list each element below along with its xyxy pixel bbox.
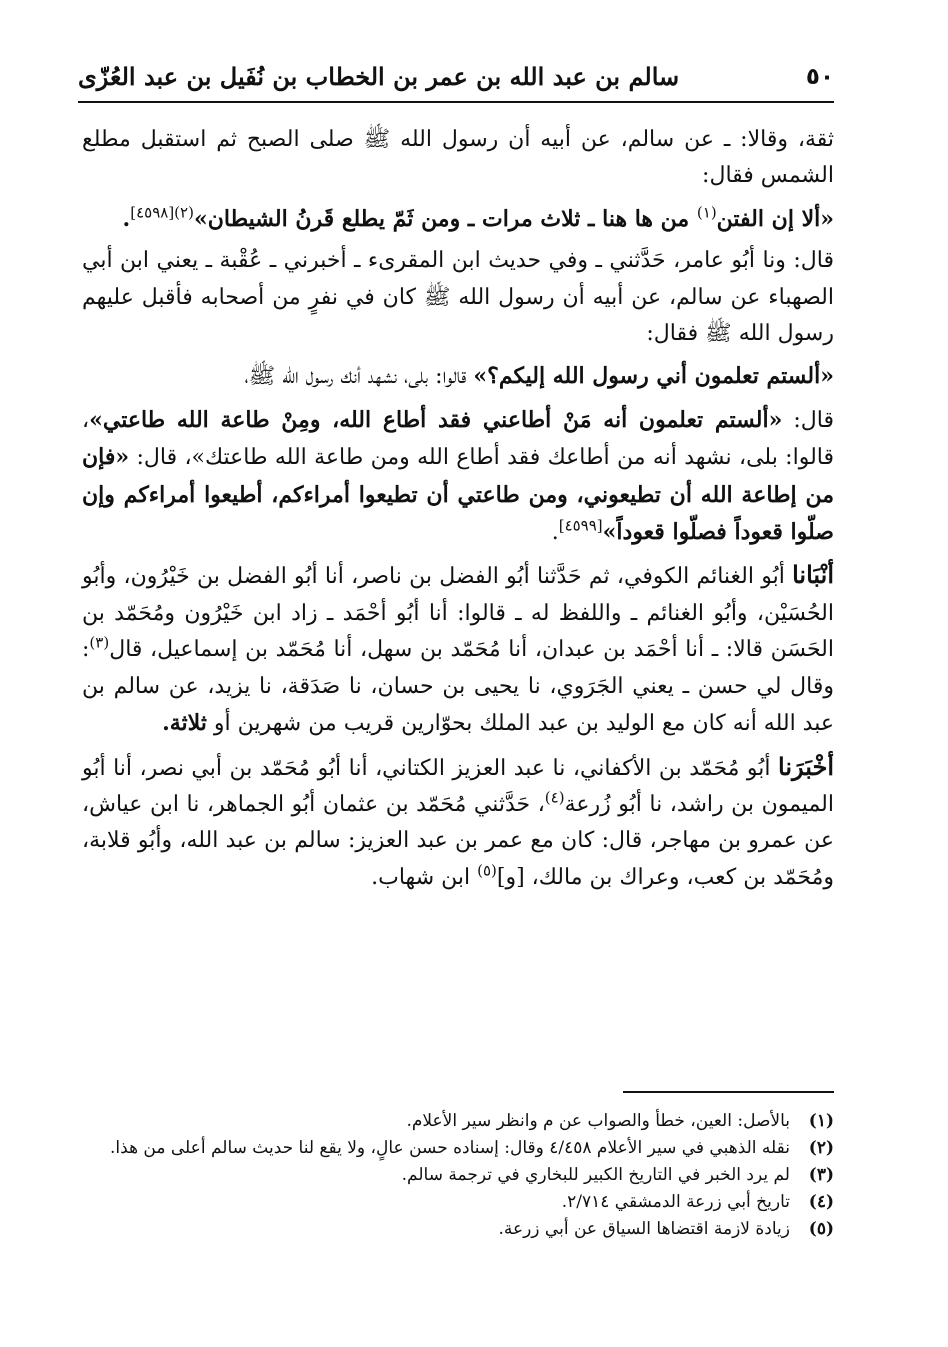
footnote-text: تاريخ أبي زرعة الدمشقي ٢/٧١٤.: [561, 1192, 790, 1212]
paragraph-4: [82, 358, 834, 395]
running-title: سالم بن عبد الله بن عمر بن الخطاب بن نُفَيل بن عبد العُزّى: [78, 62, 680, 91]
footnote-ref-3: (٣): [89, 633, 110, 652]
paragraph-7-lead: أخْبَرَنا: [778, 751, 834, 781]
paragraph-7-text-b: ، حَدَّثني مُحَمّد بن عثمان أبُو الجماهر، نا ابن عياش، عن عمرو بن مهاجر، قال: كان مع عمر بن عبد العزيز: سالم بن عبد الله، وأبُو قلابة، ومُحَمّد بن كعب، وعراك بن مالك، [و]: [82, 791, 834, 890]
footnote-item: [82, 1216, 834, 1243]
footnote-item: [82, 1135, 834, 1162]
paragraph-1-text: ثقة، وقالا: ـ عن سالم، عن أبيه أن رسول الله ﷺ صلى الصبح ثم استقبل مطلع الشمس فقال:: [82, 127, 834, 189]
footnote-ref-4: (٤): [544, 788, 565, 807]
paragraph-6: [82, 557, 834, 742]
footnote-text: لم يرد الخبر في التاريخ الكبير للبخاري في ترجمة سالم.: [401, 1165, 790, 1185]
page-number: ٥٠: [805, 64, 834, 90]
footnote-text: زيادة لازمة اقتضاها السياق عن أبي زرعة.: [498, 1219, 790, 1239]
hadith-obedience-a: «ألستم تعلمون أنه مَنْ أطاعني فقد أطاع الله، ومِنْ طاعة الله طاعتي»: [89, 406, 783, 433]
footnote-ref-2: (٢)[٤٥٩٨]: [130, 203, 194, 222]
paragraph-6-lead: أنْبَانا: [792, 560, 834, 590]
paragraph-7-end: ابن شهاب.: [371, 864, 478, 890]
footnote-text: نقله الذهبي في سير الأعلام ٤/٤٥٨ وقال: إسناده حسن عالٍ، ولا يقع لنا حديث سالم أعلى من هذا.: [110, 1138, 790, 1158]
footnote-number: (١): [808, 1111, 834, 1131]
footnote-ref-1: (١): [696, 203, 717, 222]
footnote-rule: [623, 1091, 834, 1093]
footnote-ref-5: (٥): [477, 861, 497, 880]
paragraph-5-end: .: [551, 520, 559, 546]
hadith-text-a: «ألا إن الفتن: [716, 205, 834, 232]
footnote-item: [82, 1108, 834, 1135]
paragraph-2-hadith: [82, 201, 834, 237]
footnote-number: (٣): [808, 1165, 834, 1185]
paragraph-7-text: أبُو مُحَمّد بن الأكفاني، نا عبد العزيز الكتاني، أنا أبُو مُحَمّد بن أبي نصر، أنا أبُو الميمون بن راشد، نا أبُو زُرعة: [82, 755, 834, 817]
paragraph-6-end: ثلاثة.: [162, 710, 207, 737]
footnote-number: (٤): [808, 1192, 834, 1212]
paragraph-6-text: أبُو الغنائم الكوفي، ثم حَدَّثنا أبُو الفضل بن ناصر، أنا أبُو الفضل بن خَيْرُون، وأبُو الحُسَيْن، وأبُو الغنائم ـ واللفظ له ـ قالوا: أنا أبُو أحْمَد ـ زاد ابن خَيْرُون ومُحَمّد بن الحَسَن قالا: ـ أنا أحْمَد بن عبدان، أنا مُحَمّد بن سهل، أنا مُحَمّد بن إسماعيل، قال: [82, 564, 834, 663]
paragraph-5-intro: قال:: [782, 407, 834, 433]
footnote-item: [82, 1162, 834, 1189]
paragraph-4-text: قالوا: بلى، نشهد أنك رسول الله ﷺ،: [244, 364, 474, 390]
paragraph-7: [82, 749, 834, 897]
footnote-item: [82, 1189, 834, 1216]
main-text: [82, 122, 834, 902]
footnote-text: بالأصل: العين، خطأ والصواب عن م وانظر سير الأعلام.: [406, 1111, 790, 1131]
paragraph-5-middle: ، قالوا: بلى، نشهد أنه من أطاعك فقد أطاع الله ومن طاعة الله طاعتك»، قال:: [82, 407, 834, 471]
paragraph-3-text: قال: ونا أبُو عامر، حَدَّثني ـ وفي حديث ابن المقرىء ـ أخبرني ـ عُقْبة ـ يعني ابن أبي الصهباء عن سالم، عن أبيه أن رسول الله ﷺ كان في نفرٍ من أصحابه فأقبل عليهم رسول الله ﷺ فقال:: [82, 248, 834, 347]
page-header: [78, 58, 834, 98]
hadith-text-b: من ها هنا ـ ثلاث مرات ـ ومن ثَمّ يطلع قَرنُ الشيطان»: [193, 205, 690, 232]
header-rule: [78, 101, 834, 103]
footnotes: [82, 1108, 834, 1243]
hadith-obedience-b: «فإن من إطاعة الله أن تطيعوني، ومن طاعتي أن تطيعوا أمراءكم، أطيعوا أمراءكم وإن صلّوا قعوداً فصلّوا قعوداً»: [82, 444, 834, 546]
hadith-question: «ألستم تعلمون أني رسول الله إليكم؟»: [473, 363, 834, 390]
footnote-number: (٢): [808, 1138, 834, 1158]
footnote-ref-4599: [٤٥٩٩]: [558, 516, 603, 535]
paragraph-5: [82, 402, 834, 552]
paragraph-6-text-b: : وقال لي حسن ـ يعني الجَرَوي، نا يحيى بن حسان، نا صَدَقة، نا يزيد، عن سالم بن عبد الله أنه كان مع الوليد بن عبد الملك بحوّارين قريب من شهرين أو: [82, 637, 834, 737]
paragraph-3: [82, 243, 834, 352]
paragraph-1: [82, 122, 834, 195]
paragraph-2-end: .: [122, 205, 131, 232]
footnote-number: (٥): [808, 1219, 834, 1239]
